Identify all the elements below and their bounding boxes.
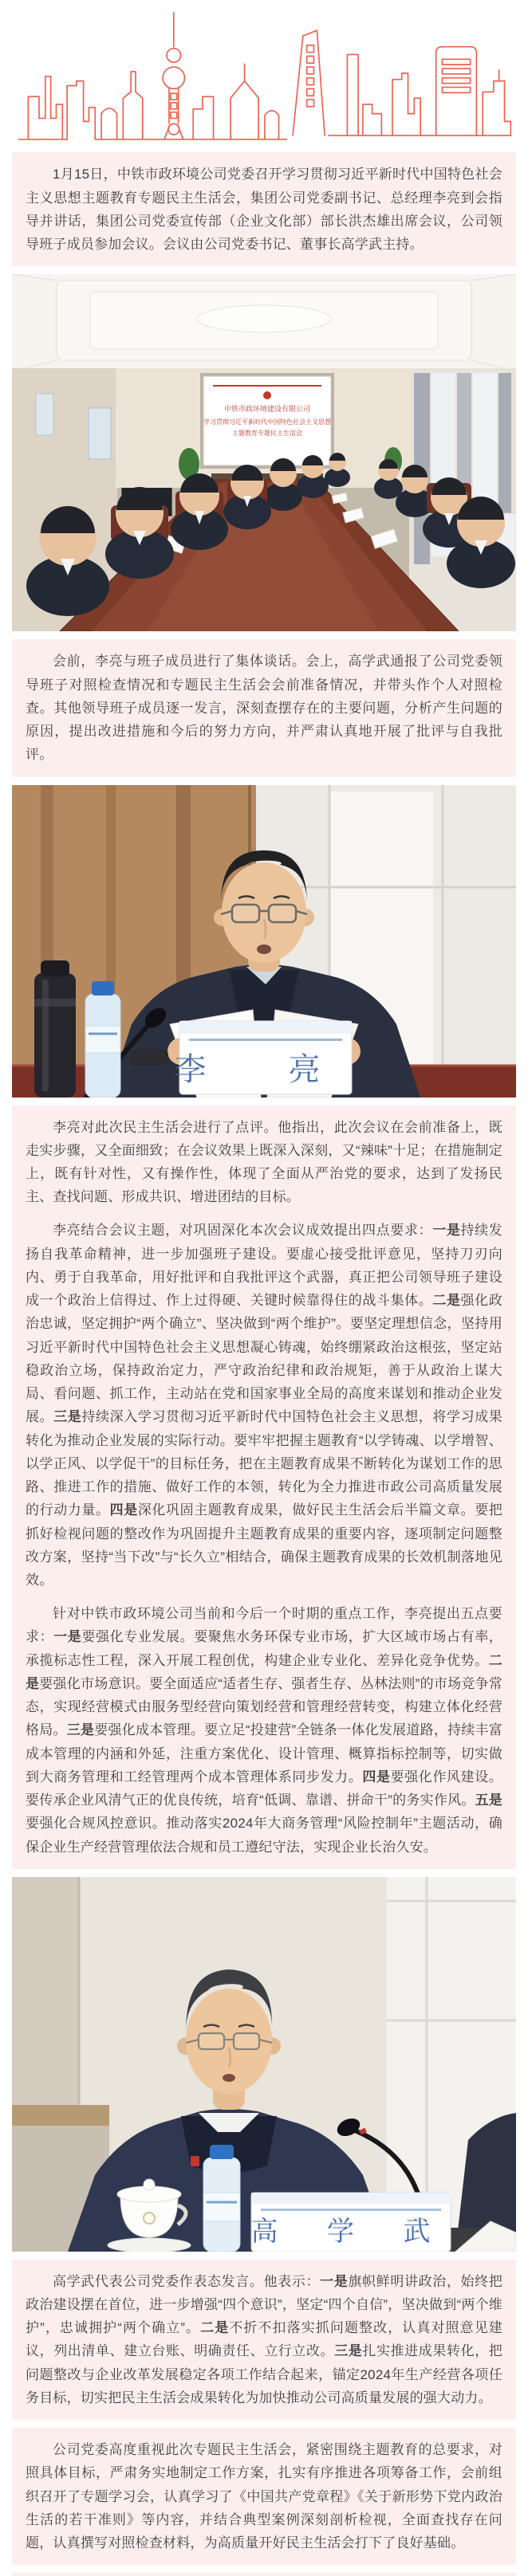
list-marker: 四是: [109, 1502, 138, 1518]
paragraph-text: 李亮结合会议主题，对巩固深化本次会议成效提出四点要求：: [53, 1223, 433, 1239]
gao-xuewu-illustration: [12, 1877, 516, 2252]
list-marker: 三是: [53, 1409, 82, 1425]
paragraph-text: 持续深入学习贯彻习近平新时代中国特色社会主义思想，将学习成果转化为推动企业发展的实际行动。要牢牢把握主题教育“以学铸魂、以学增智、以学正风、以学促干”的目标任务，把在主题教育成果不断转化为谋划工作的思路、推进工作的措施、做好工作的本领，转化为全力推进市政公司高质量发展的行动力量。: [26, 1409, 502, 1518]
paragraph-text: 李亮对此次民主生活会进行了点评。他指出，此次会议在会前准备上，既走实步骤，又全面细致；在会议效果上既深入深刻，又“辣味”十足；在措施制定上，既有针对性，又有操作性，体现了全面从严治党的要求，达到了发扬民主、查找问题、形成共识、增进团结的目标。: [26, 1119, 502, 1205]
water-bottle: [203, 2145, 240, 2252]
meeting-room-illustration: [12, 274, 516, 631]
slide-title-line1: 中铁市政环境建设有限公司: [223, 405, 311, 414]
paragraph-text: 要强化合规风控意识。推动落实2024年大商务管理“风险控制年”主题活动，确保企业生产经营管理依法合规和员工遵纪守法，实现企业长治久安。: [26, 1816, 502, 1855]
mouth: [223, 2074, 235, 2082]
paragraph: [26, 1602, 502, 1859]
paragraph: [26, 1116, 502, 1209]
back-wall-and-screen: [116, 368, 411, 488]
placard-name: 李 亮: [174, 1051, 357, 1087]
paragraph: [26, 163, 502, 256]
party-emblem-icon: [263, 391, 271, 399]
photo-meeting-room[interactable]: [12, 274, 516, 631]
ceiling: [12, 274, 516, 371]
city-skyline-icon: [6, 5, 522, 152]
slide-title-line2: 学习贯彻习近平新时代中国特色社会主义思想: [203, 418, 331, 426]
next-block-sliver: [12, 2573, 516, 2576]
paragraph-text: 深化巩固主题教育成果，做好民主生活会后半篇文章。要把抓好检视问题的整改作为巩固提升主题教育成果的重要内容，逐项制定问题整改方案，坚持“当下改”与“长久立”相结合，确保主题教育成果的长效机制落地见效。: [26, 1502, 503, 1588]
mouth: [257, 944, 271, 954]
paragraph-block-5: [12, 2428, 516, 2565]
photo-gao-xuewu-speaking[interactable]: [12, 1877, 516, 2252]
name-placard: [174, 1021, 357, 1094]
paragraph: [26, 2270, 502, 2409]
paragraph-text: 强化政治忠诚，坚定拥护“两个确立”、坚决做到“两个维护”。要坚定理想信念，坚持用习近平新时代中国特色社会主义思想凝心铸魂，始终绷紧政治这根弦，坚定站稳政治立场，保持政治定力，严守政治纪律和政治规矩，善于从政治上谋大局、看问题、抓工作，主动站在党和国家事业全局的高度来谋划和推动企业发展。: [26, 1293, 502, 1425]
list-marker: 三是: [334, 2343, 363, 2359]
list-marker: 五是: [475, 1793, 503, 1808]
paragraph-text: 公司党委高度重视此次专题民主生活会，紧密围绕主题教育的总要求，对照具体目标，严肃务实地制定工作方案，扎实有序推进各项筹备工作，会前组织召开了专题学习会，认真学习了《中国共产党章程》《关于新形势下党内政治生活的若干准则》等内容，并结合典型案例深刻剖析检视，全面查找存在问题，认真撰写对照检查材料，为高质量开好民主生活会打下了良好基础。: [26, 2442, 502, 2551]
list-marker: 三是: [66, 1722, 95, 1738]
skyline-banner: [0, 0, 528, 152]
paragraph-text: 要强化市场意识。要全面适应“适者生存、强者生存、丛林法则”的市场竞争常态，实现经营模式由服务型经营向策划经营和管理经营转变，构建立体化经营格局。: [26, 1675, 502, 1738]
list-marker: 二是: [26, 1652, 502, 1691]
paragraph: [26, 1219, 502, 1592]
paragraph: [26, 2438, 502, 2554]
paragraph-block-1: [12, 152, 516, 266]
slide-title-line3: 主题教育专题民主生活会: [232, 430, 302, 438]
paragraph-text: 要强化作风建设。要传承企业风清气正的优良传统，培育“低调、靠谱、拼命干”的务实作风。: [26, 1769, 502, 1808]
paragraph-text: 1月15日，中铁市政环境公司党委召开学习贯彻习近平新时代中国特色社会主义思想主题教育专题民主生活会，集团公司党委副书记、总经理李亮到会指导并讲话，集团公司党委宣传部（企业文化部）部长洪杰雄出席会议，公司领导班子成员参加会议。会议由公司党委书记、董事长高学武主持。: [26, 167, 502, 253]
paragraph-text: 要强化专业发展。要聚焦水务环保专业市场，扩大区域市场占有率，承揽标志性工程，深入开展工程创优，构建企业专业化、差异化竞争优势。: [26, 1629, 502, 1668]
paragraph-block-4: [12, 2260, 516, 2420]
water-bottle: [85, 981, 120, 1098]
paragraph-text: 旗帜鲜明讲政治，始终把政治建设摆在首位，进一步增强“四个意识”，坚定“四个自信”，坚决做到“两个维护”，忠诚拥护“两个确立”。: [26, 2273, 502, 2336]
paragraph-text: 会前，李亮与班子成员进行了集体谈话。会上，高学武通报了公司党委领导班子对照检查情况和专题民主生活会会前准备情况，并带头作个人对照检查。其他领导班子成员逐一发言，深刻查摆存在的主要问题，分析产生问题的原因，提出改进措施和今后的努力方向，并严肃认真地开展了批评与自我批评。: [26, 654, 502, 763]
photo-li-liang-speaking[interactable]: [12, 785, 516, 1098]
li-liang-illustration: [12, 785, 516, 1098]
list-marker: 二是: [432, 1293, 461, 1309]
paragraph-text: 不折不扣落实抓问题整改，认真对照意见建议，列出清单、建立台账、明确责任、立行立改。: [26, 2320, 502, 2359]
list-marker: 二是: [200, 2320, 230, 2336]
paragraph-text: 扎实推进成果转化，把问题整改与企业改革发展稳定各项工作结合起来，锚定2024年生产经营各项任务目标，切实把民主生活会成果转化为加快推动公司高质量发展的强大动力。: [26, 2343, 503, 2405]
paragraph-block-2: [12, 639, 516, 776]
paragraph-text: 高学武代表公司党委作表态发言。他表示：: [53, 2273, 321, 2289]
thermos: [34, 960, 76, 1098]
paragraph-text: 要强化成本管理。要立足“投建营”全链条一体化发展道路，持续丰富成本管理的内涵和外延，注重方案优化、设计管理、概算指标控制等，切实做到大商务管理和工经管理两个成本管理体系同步发力。: [26, 1722, 502, 1785]
list-marker: 一是: [320, 2273, 349, 2289]
placard-name: 高 学 武: [250, 2216, 451, 2247]
name-placard: [251, 2193, 451, 2252]
list-marker: 四是: [362, 1769, 391, 1785]
party-pin-icon: [191, 2156, 199, 2166]
phone-on-table: [130, 1050, 168, 1066]
paragraph-text: 持续发扬自我革命精神，进一步加强班子建设。要虚心接受批评意见，坚持刀刃向内、勇于自我革命，用好批评和自我批评这个武器，真正把公司领导班子建设成一个政治上信得过、作上过得硬、关键时候靠得住的战斗集体。: [26, 1223, 502, 1309]
paragraph: [26, 650, 502, 766]
list-marker: 一是: [53, 1629, 82, 1645]
paragraph-block-3: [12, 1105, 516, 1869]
list-marker: 一是: [432, 1223, 461, 1239]
paragraph-text: 针对中铁市政环境公司当前和今后一个时期的重点工作，李亮提出五点要求：: [26, 1606, 502, 1645]
